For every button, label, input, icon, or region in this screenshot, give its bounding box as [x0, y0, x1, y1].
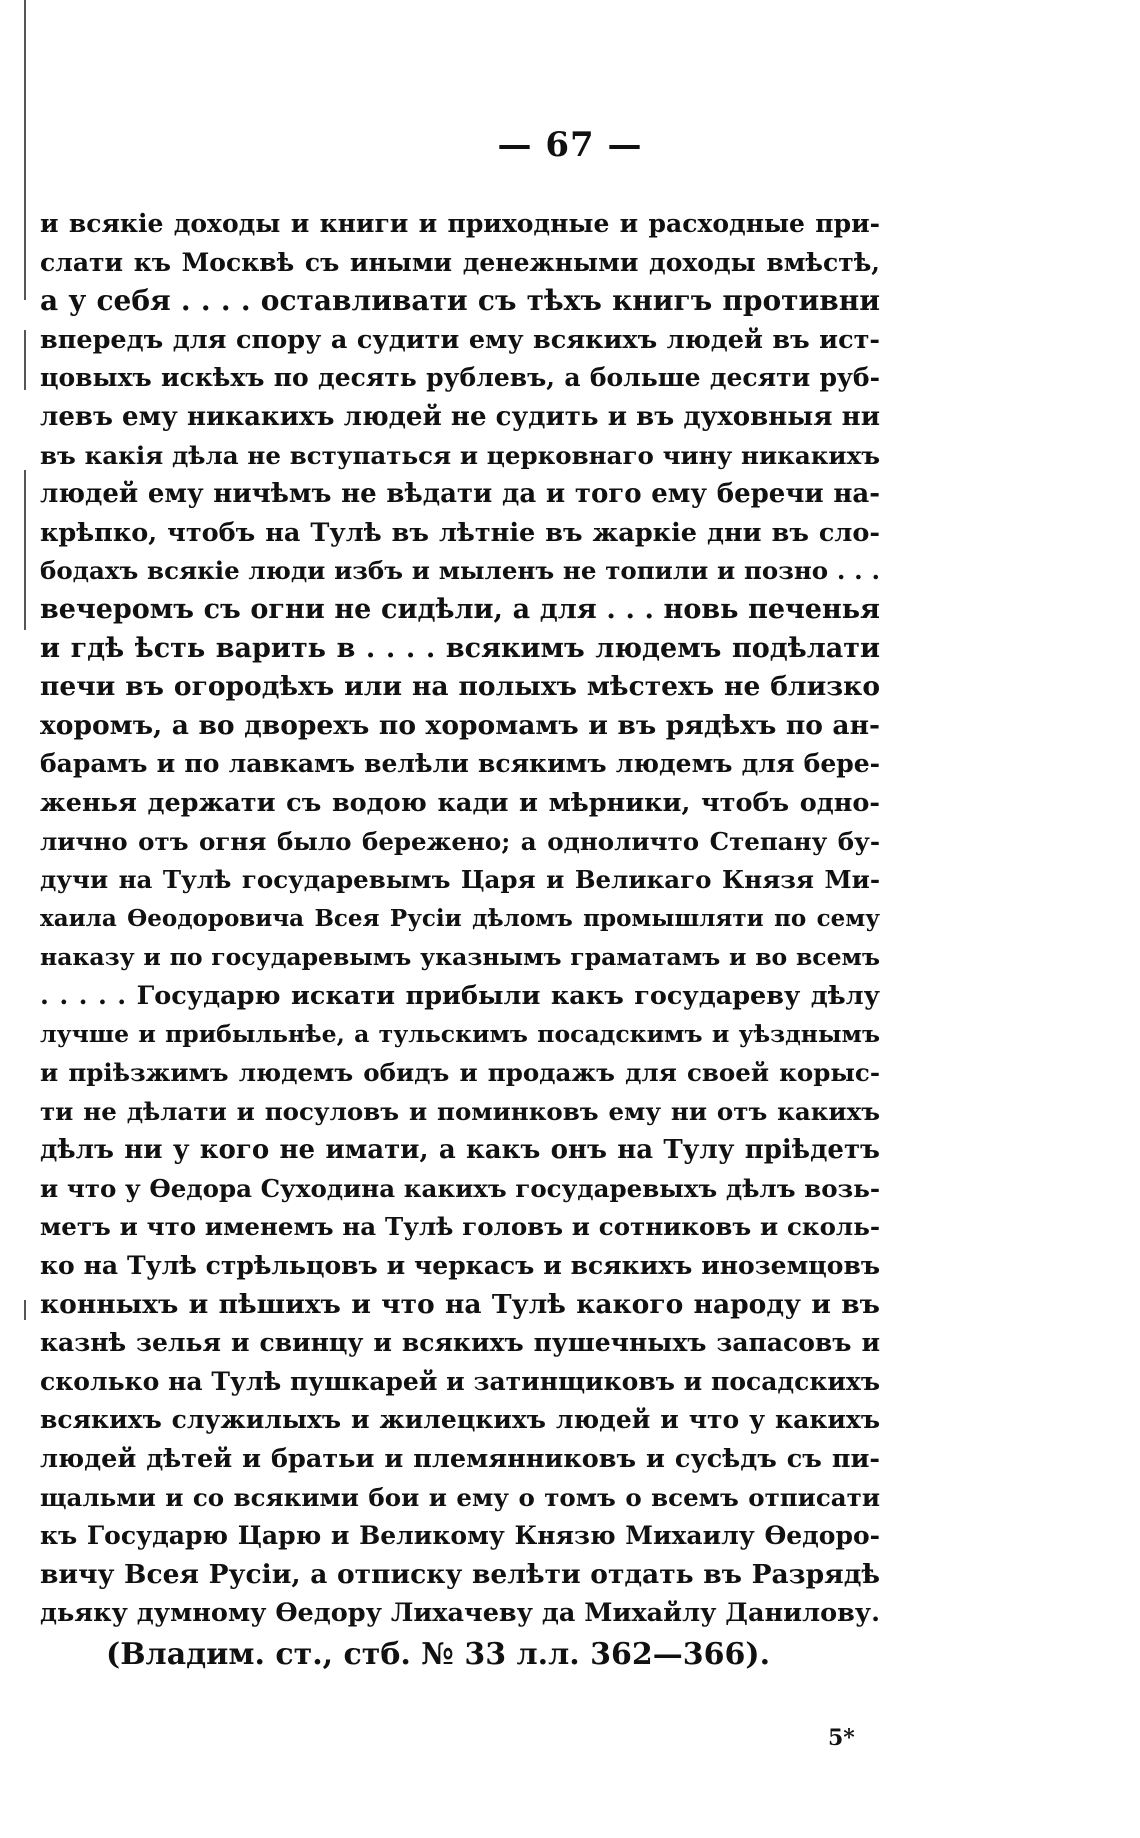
text-line: вечеромъ съ огни не сидѣли, а для . . . новь печенья: [40, 593, 880, 625]
body-text: [40, 205, 880, 1633]
text-line: всякихъ служилыхъ и жилецкихъ людей и что у какихъ: [40, 1405, 880, 1435]
text-line: крѣпко, чтобъ на Тулѣ въ лѣтніе въ жаркіе дни въ сло-: [40, 517, 880, 548]
page-margin-line: [24, 470, 26, 630]
text-line: и пріѣзжимъ людемъ обидъ и продажъ для своей корыс-: [40, 1058, 880, 1088]
text-line: сколько на Тулѣ пушкарей и затинщиковъ и посадскихъ: [40, 1366, 880, 1396]
text-line: ти не дѣлати и посуловъ и поминковъ ему ни отъ какихъ: [40, 1096, 880, 1126]
text-line: бодахъ всякіе люди избъ и мыленъ не топили и позно . . .: [40, 556, 880, 586]
text-line: въ какія дѣла не вступаться и церковнаго чину никакихъ: [40, 440, 880, 470]
text-line: казнѣ зелья и свинцу и всякихъ пушечныхъ запасовъ и: [40, 1328, 880, 1358]
page-margin-line: [24, 330, 26, 390]
text-line: хаила Ѳеодоровича Всея Русіи дѣломъ промышляти по сему: [40, 904, 880, 932]
signature-mark: 5*: [828, 1725, 855, 1751]
text-line: дучи на Тулѣ государевымъ Царя и Великаго Князя Ми-: [40, 865, 880, 895]
text-line: наказу и по государевымъ указнымъ граматамъ и во всемъ: [40, 943, 880, 972]
text-line: людей ему ничѣмъ не вѣдати да и того ему беречи на-: [40, 479, 880, 510]
text-line: слати къ Москвѣ съ иными денежными доходы вмѣстѣ,: [40, 247, 880, 277]
text-line: людей дѣтей и братьи и племянниковъ и сусѣдъ съ пи-: [40, 1444, 880, 1474]
text-line: . . . . . Государю искати прибыли какъ государеву дѣлу: [40, 980, 880, 1011]
text-line: щальми и со всякими бои и ему о томъ о всемъ отписати: [40, 1482, 880, 1512]
text-line: печи въ огородѣхъ или на полыхъ мѣстехъ не близко: [40, 671, 880, 703]
text-line: конныхъ и пѣшихъ и что на Тулѣ какого народу и въ: [40, 1288, 880, 1320]
text-line: лучше и прибыльнѣе, а тульскимъ посадскимъ и уѣзднымъ: [40, 1020, 880, 1049]
text-line: барамъ и по лавкамъ велѣли всякимъ людемъ для бере-: [40, 749, 880, 779]
text-line: вичу Всея Русіи, а отписку велѣти отдать въ Разрядѣ: [40, 1558, 880, 1590]
text-line: метъ и что именемъ на Тулѣ головъ и сотниковъ и сколь-: [40, 1212, 880, 1242]
text-line: ко на Тулѣ стрѣльцовъ и черкасъ и всякихъ иноземцовъ: [40, 1251, 880, 1281]
text-line: и всякіе доходы и книги и приходные и расходные при-: [40, 209, 880, 238]
text-line: къ Государю Царю и Великому Князю Михаилу Ѳедоро-: [40, 1521, 880, 1551]
text-line: а у себя . . . . оставливати съ тѣхъ книгъ противни: [40, 284, 880, 318]
text-line: и гдѣ ѣсть варить в . . . . всякимъ людемъ подѣлати: [40, 632, 880, 664]
text-line: левъ ему никакихъ людей не судить и въ духовныя ни: [40, 401, 880, 432]
source-citation: (Владим. ст., стб. № 33 л.л. 362—366).: [106, 1637, 771, 1672]
text-line: лично отъ огня было бережено; а одноличто Степану бу-: [40, 826, 880, 856]
page-number: — 67 —: [497, 125, 643, 165]
text-line: и что у Ѳедора Суходина какихъ государевыхъ дѣлъ возь-: [40, 1173, 880, 1203]
text-line: дѣлъ ни у кого не имати, а какъ онъ на Тулу пріѣдетъ: [40, 1135, 880, 1166]
text-line: хоромъ, а во дворехъ по хоромамъ и въ рядѣхъ по ан-: [40, 709, 880, 741]
page-margin-line: [24, 1300, 26, 1320]
text-line: впередъ для спору а судити ему всякихъ людей въ ист-: [40, 324, 880, 355]
text-line: дьяку думному Ѳедору Лихачеву да Михайлу Данилову.: [40, 1598, 880, 1629]
text-line: женья держати съ водою кади и мѣрники, чтобъ одно-: [40, 787, 880, 818]
text-line: цовыхъ искѣхъ по десять рублевъ, а больше десяти руб-: [40, 363, 880, 393]
